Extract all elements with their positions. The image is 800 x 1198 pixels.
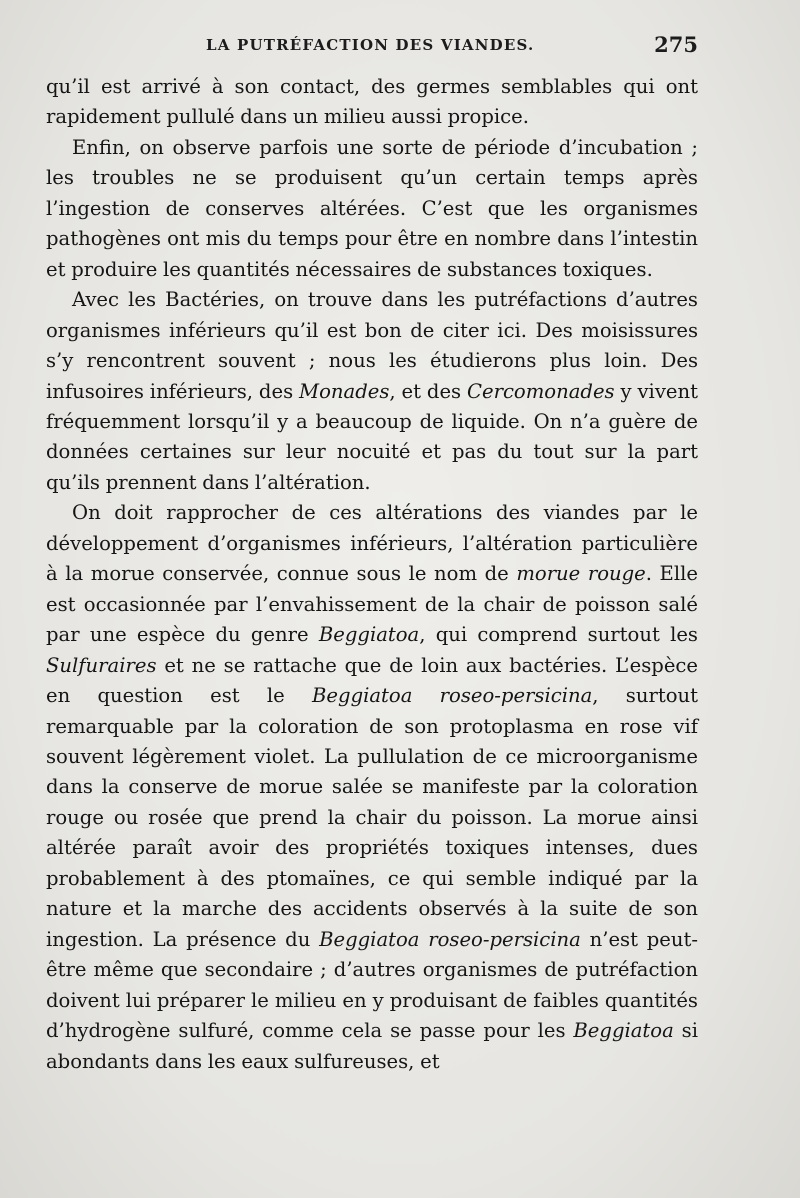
text-run: si abondants dans les eaux sulfureuses, et — [46, 1019, 698, 1073]
italic-term: Cercomonades — [467, 379, 615, 403]
text-run: , qui comprend surtout les — [419, 623, 698, 647]
text-run: Avec les Bactéries, on trouve dans les putréfactions d’autres organismes inférieurs qu’il est bon de citer ici. Des moisissures s’y rencontrent souvent ; nous les étudierons plus loin. Des infusoires inférieurs, des — [46, 288, 698, 403]
body-text — [46, 72, 698, 1077]
text-run: et ne se rattache que de loin aux bactéries. L’espèce en question est le — [46, 653, 698, 708]
page-header — [46, 32, 698, 62]
italic-term: Sulfuraires — [46, 653, 157, 677]
italic-term: Beggiatoa — [318, 623, 420, 647]
text-run: , et des — [389, 379, 467, 403]
text-run: , surtout remarquable par la coloration de son protoplasma en rose vif souvent légèrement violet. La pullulation de ce microorganisme dans la conserve de morue salée se manifeste par la coloration rouge ou rosée que prend la chair du poisson. La morue ainsi altérée paraît avoir des propriétés toxiques intenses, dues probablement à des ptomaïnes, ce qui semble indiqué par la nature et la marche des accidents observés à la suite de son ingestion. La présence du — [46, 684, 698, 951]
page-number: 275 — [654, 32, 698, 57]
text-run: qu’il est arrivé à son contact, des germes semblables qui ont rapidement pullulé dans un milieu aussi propice. — [46, 75, 698, 129]
paragraph — [46, 285, 698, 498]
text-run: On doit rapprocher de ces altérations des viandes par le développement d’organismes inférieurs, l’altération particulière à la morue conservée, connue sous le nom de — [46, 501, 698, 586]
running-title: LA PUTRÉFACTION DES VIANDES. — [206, 36, 535, 54]
text-run: y vivent fréquemment lorsqu’il y a beaucoup de liquide. On n’a guère de données certaines sur leur nocuité et pas du tout sur la part qu’ils prennent dans l’altération. — [46, 379, 698, 494]
text-run: . Elle est occasionnée par l’envahissement de la chair de poisson salé par une espèce du genre — [46, 562, 698, 647]
text-run: Enfin, on observe parfois une sorte de période d’incubation ; les troubles ne se produisent qu’un certain temps après l’ingestion de conserves altérées. C’est que les organismes pathogènes ont mis du temps pour être en nombre dans l’intestin et produire les quantités nécessaires de substances toxiques. — [46, 135, 698, 281]
paragraph — [46, 72, 698, 133]
paragraph — [46, 498, 698, 1077]
italic-term: Beggiatoa — [573, 1019, 674, 1043]
italic-term: Beggiatoa roseo-persicina — [319, 927, 581, 951]
italic-term: Beggiatoa roseo-persicina — [312, 684, 593, 708]
italic-term: Monades — [299, 379, 390, 403]
paragraph — [46, 133, 698, 285]
italic-term: morue rouge — [516, 562, 646, 586]
text-run: n’est peut-être même que secondaire ; d’autres organismes de putréfaction doivent lui préparer le milieu en y produisant de faibles quantités d’hydrogène sulfuré, comme cela se passe pour les — [46, 927, 698, 1043]
